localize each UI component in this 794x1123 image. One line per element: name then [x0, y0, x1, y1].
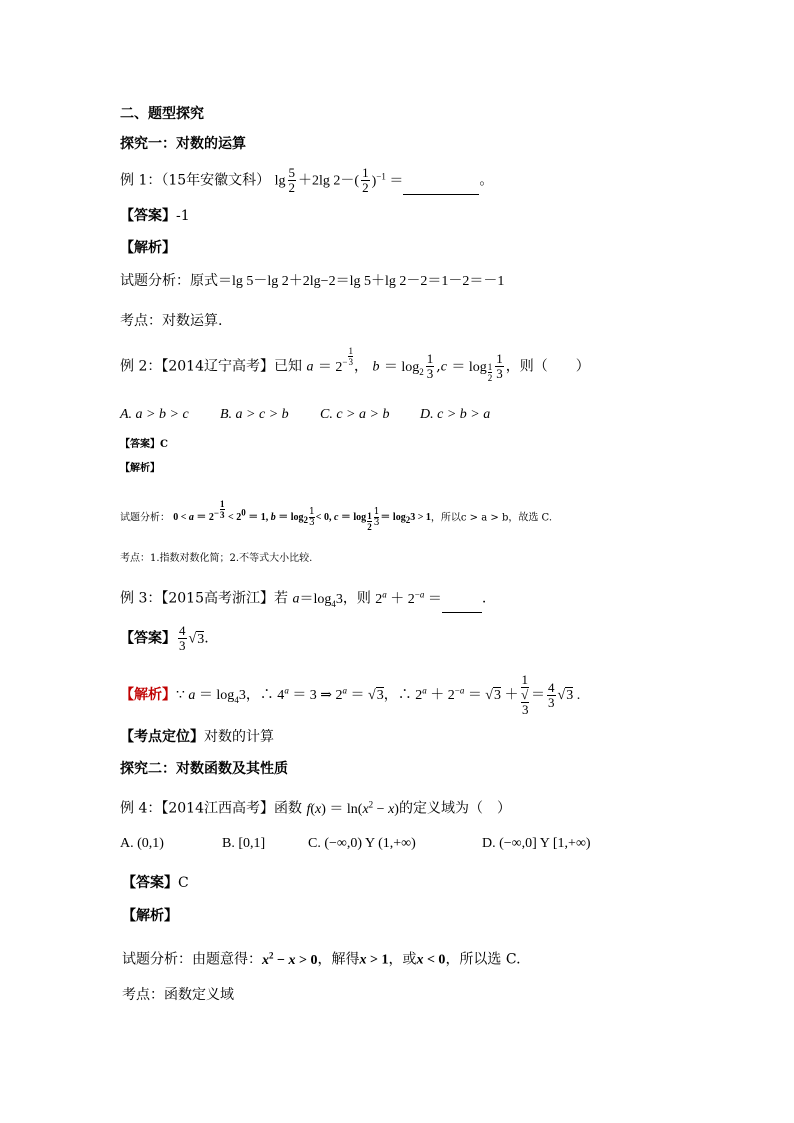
ex4-options — [120, 834, 591, 854]
ex3-prefix: 例 3：【2015高考浙江】若 — [120, 590, 288, 607]
ex1-prefix: 例 1：（15年安徽文科） — [120, 172, 271, 189]
ex4-answer-label: 【答案】 — [122, 875, 178, 891]
ex3-question: 例 3：【2015高考浙江】若 $a=\log_43$，则 $2^a + 2^{-a}$ ＝ . — [120, 584, 486, 613]
ex4-kaodian-label: 考点： — [122, 987, 164, 1003]
ex2-question: 例 2：【2014辽宁高考】已知 $a = 2^{- \frac{1}{3}}$ ， $b = \log_2$ $\frac{1}{3}$ ,c ＝ log $_{\frac{1}{2}}$ $\frac{1}{3}$ ，则（ ） — [120, 346, 590, 383]
ex1-kaodian: 考点：对数运算. — [120, 313, 223, 329]
ex4-kaodian-text: 函数定义域 — [164, 987, 234, 1003]
ex4-question: 例 4：【2014江西高考】函数 $f(x) = \ln(x^2 - x)$的定义域为（ ） — [120, 799, 511, 817]
ex2-analysis-label: 【解析】 — [120, 463, 160, 474]
ex4-analysis-label: 【解析】 — [122, 908, 178, 924]
ex1-answer-label: 【答案】 — [120, 208, 176, 224]
explore2-title: 探究二：对数函数及其性质 — [120, 761, 288, 777]
ex4-analysis-prefix: 试题分析：由题意得： — [122, 951, 262, 968]
ex3-analysis: 【解析】∵ $a = \log_43$，∴ $4^a = 3$ ⇒ $2^a = √3$，∴ $2^a + 2^{-a} = √3$ ＋ 1 √ 3 ＝ $\frac{4}{3}$ √3 . — [120, 672, 581, 717]
ex4-answer-value: C — [178, 875, 189, 891]
ex4-kaodian — [122, 985, 234, 1005]
ex2-option-d: D. c > b > a — [420, 407, 491, 422]
ex3-analysis-label: 【解析】 — [120, 687, 176, 703]
ex3-kaodian-text: 对数的计算 — [204, 729, 274, 745]
ex4-analysis-or: 或 — [402, 951, 417, 968]
ex4-answer — [122, 873, 189, 893]
ex4-analysis-suffix: ，所以选 C. — [445, 951, 521, 968]
ex4-option-b: B. [0,1] — [222, 836, 266, 851]
ex2-options — [120, 405, 490, 425]
ex3-answer: 【答案】 $\frac{4}{3}$ √3. — [120, 623, 209, 653]
ex2-option-b: B. a > c > b — [220, 407, 289, 422]
ex2-option-a: A. a > b > c — [120, 407, 189, 422]
ex3-kaodian — [120, 727, 274, 747]
ex1-analysis-label: 【解析】 — [120, 240, 176, 256]
ex4-option-c: C. (−∞,0) Y (1,+∞) — [308, 836, 416, 851]
explore1-title: 探究一：对数的运算 — [120, 136, 246, 152]
ex1-question: 例 1：（15年安徽文科） lg $\frac{5}{2}$ ＋2lg 2－( $\frac{1}{2}$ )$^{-1}$ ＝ 。 — [120, 165, 494, 196]
ex2-analysis: 试题分析： $0 < a = 2^{- \frac{1}{3}}$ < $2^0 = 1$, $b = \log_2$ $\frac{1}{3}$ < 0, c ＝ log $_{\frac{1}{2}}$ $\frac{1}{3}$ ＝ $\log_23 > 1$，所以c > a > b，故选 C. — [120, 498, 552, 532]
ex2-answer: 【答案】C — [120, 439, 168, 450]
ex2-kaodian: 考点：1.指数对数化简；2.不等式大小比较. — [120, 553, 313, 564]
ex2-suffix: ，则（ ） — [505, 358, 590, 375]
ex4-analysis: 试题分析：由题意得：$x^2 - x > 0$，解得x > 1，或x < 0，所以选 C. — [122, 950, 521, 968]
ex3-answer-label: 【答案】 — [120, 630, 176, 647]
ex2-analysis-suffix: ，所以c > a > b，故选 C. — [430, 512, 552, 524]
ex4-option-d: D. (−∞,0] Y [1,+∞) — [482, 836, 591, 851]
ex4-suffix: 的定义域为（ ） — [398, 800, 511, 817]
ex3-kaodian-label: 【考点定位】 — [120, 729, 204, 745]
ex4-option-a: A. (0,1) — [120, 836, 164, 851]
ex4-analysis-mid: ，解得 — [317, 951, 360, 968]
ex2-option-c: C. c > a > b — [320, 407, 390, 422]
ex1-answer — [120, 206, 190, 226]
ex1-analysis: 试题分析：原式＝lg 5－lg 2＋2lg−2＝lg 5＋lg 2－2＝1－2＝－1 — [120, 273, 505, 289]
section-title: 二、题型探究 — [120, 106, 204, 122]
ex2-analysis-prefix: 试题分析： — [120, 512, 170, 524]
ex4-prefix: 例 4：【2014江西高考】函数 — [120, 800, 302, 817]
ex1-answer-value: -1 — [176, 208, 190, 224]
ex2-prefix: 例 2：【2014辽宁高考】已知 — [120, 358, 302, 375]
